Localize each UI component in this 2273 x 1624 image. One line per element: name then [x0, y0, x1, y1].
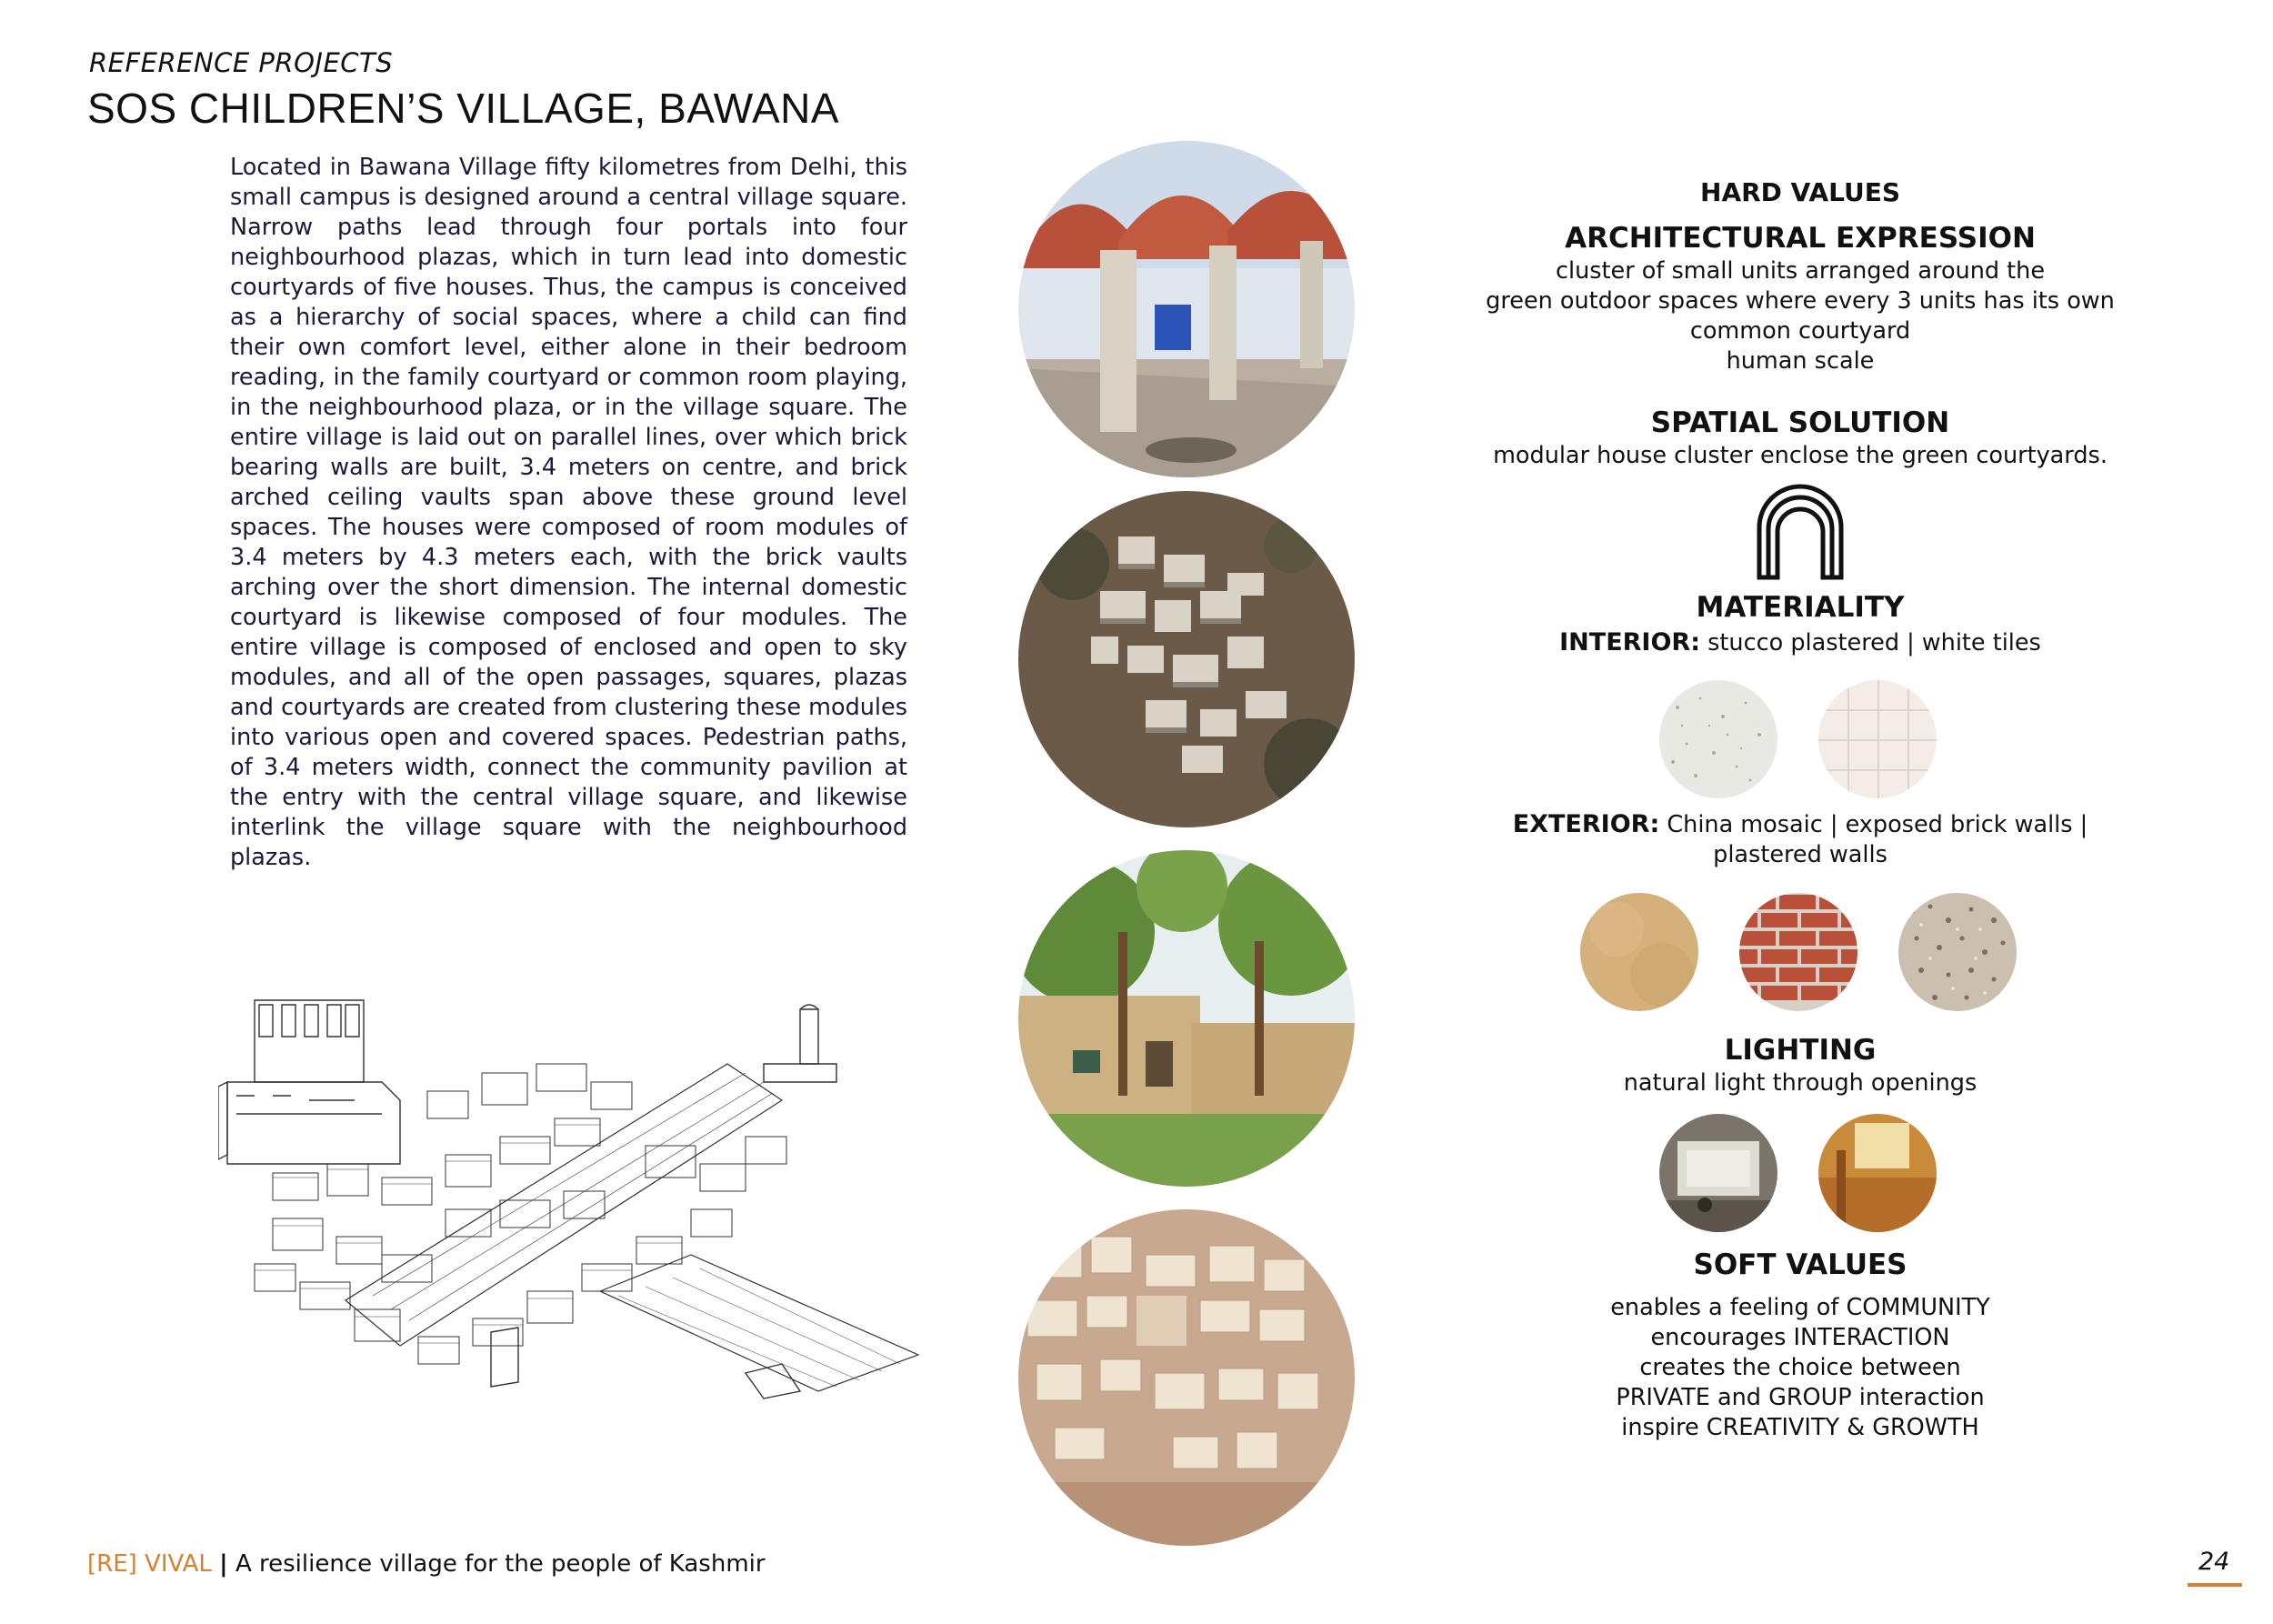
footer-tagline: A resilience village for the people of Kashmir: [235, 1550, 766, 1578]
photo-aerial-view: [1018, 491, 1355, 827]
text-line: human scale: [1726, 347, 1875, 375]
lighting-heading: LIGHTING: [1724, 1034, 1877, 1067]
photo-brick-arches: [1018, 141, 1355, 477]
text-line: cluster of small units arranged around the: [1555, 257, 2046, 285]
materiality-heading: MATERIALITY: [1696, 591, 1905, 624]
brick-sample: [1739, 893, 1857, 1011]
lighting-text: natural light through openings: [1623, 1069, 1978, 1097]
interior-materials: [1473, 627, 2128, 658]
text-line: inspire CREATIVITY & GROWTH: [1621, 1414, 1979, 1441]
lighting-photo-interior: [1659, 1114, 1777, 1232]
stucco-sample: [1659, 680, 1777, 798]
page-title: SOS CHILDREN’S VILLAGE, BAWANA: [87, 85, 840, 132]
plaster-sample: [1580, 893, 1698, 1011]
text-line: enables a feeling of COMMUNITY: [1610, 1294, 1990, 1321]
page-number: 24: [2198, 1548, 2230, 1576]
exterior-label: EXTERIOR:: [1512, 810, 1660, 838]
interior-text: stucco plastered | white tiles: [1707, 629, 2041, 657]
interior-label: INTERIOR:: [1559, 628, 1701, 657]
white-tiles-sample: [1818, 680, 1937, 798]
architectural-expression-heading: ARCHITECTURAL EXPRESSION: [1565, 222, 2036, 255]
project-description: Located in Bawana Village fifty kilometres from Delhi, this small campus is designed around a central village square. Narrow paths lead through four portals into four neighbourhood plazas, which in turn lead into domestic courtyards of five houses. Thus, the campus is conceived as a hierarchy of social spaces, where a child can find their own comfort level, either alone in their bedroom reading, in the family courtyard or common room playing, in the neighbourhood plaza, or in the village square. The entire village is laid out on parallel lines, over which brick bearing walls are built, 3.4 meters on centre, and brick arched ceiling vaults span above these ground level spaces. The houses were composed of room modules of 3.4 meters by 4.3 meters each, with the brick vaults arching over the short dimension. The internal domestic courtyard is likewise composed of four modules. The entire village is composed of enclosed and open to sky modules, and all of the open passages, squares, plazas and courtyards are created from clustering these modules into various open and covered spaces. Pedestrian paths, of 3.4 meters width, connect the community pavilion at the entry with the central village square, and likewise interlink the village square with the neighbourhood plazas.: [230, 154, 907, 871]
exterior-line-2: plastered walls: [1713, 841, 1887, 868]
lighting-photo-warm: [1818, 1114, 1937, 1232]
exterior-text: China mosaic | exposed brick walls |: [1667, 811, 2088, 838]
section-kicker: REFERENCE PROJECTS: [89, 47, 394, 78]
arch-icon: [1755, 482, 1846, 582]
photo-courtyard-trees: [1018, 850, 1355, 1187]
footer-separator: |: [219, 1550, 228, 1578]
soft-values-text: [1473, 1293, 2128, 1443]
spatial-solution-text: modular house cluster enclose the green courtyards.: [1493, 442, 2108, 469]
page-number-underline: [2188, 1583, 2242, 1587]
hard-values-heading: HARD VALUES: [1700, 177, 1900, 207]
photo-site-model: [1018, 1209, 1355, 1546]
spatial-solution-heading: SPATIAL SOLUTION: [1650, 406, 1950, 439]
exterior-materials: [1473, 809, 2128, 870]
axonometric-drawing: [218, 982, 927, 1400]
text-line: encourages INTERACTION: [1650, 1324, 1950, 1351]
text-line: creates the choice between: [1639, 1354, 1961, 1381]
china-mosaic-sample: [1898, 893, 2017, 1011]
text-line: PRIVATE and GROUP interaction: [1616, 1384, 1985, 1411]
soft-values-heading: SOFT VALUES: [1693, 1248, 1908, 1281]
text-line: common courtyard: [1689, 317, 1911, 345]
footer: [87, 1550, 766, 1578]
footer-brand: [RE] VIVAL: [87, 1550, 212, 1578]
text-line: green outdoor spaces where every 3 units has its own: [1486, 287, 2115, 315]
exterior-line-1: [1473, 809, 2128, 840]
architectural-expression-text: [1473, 256, 2128, 376]
